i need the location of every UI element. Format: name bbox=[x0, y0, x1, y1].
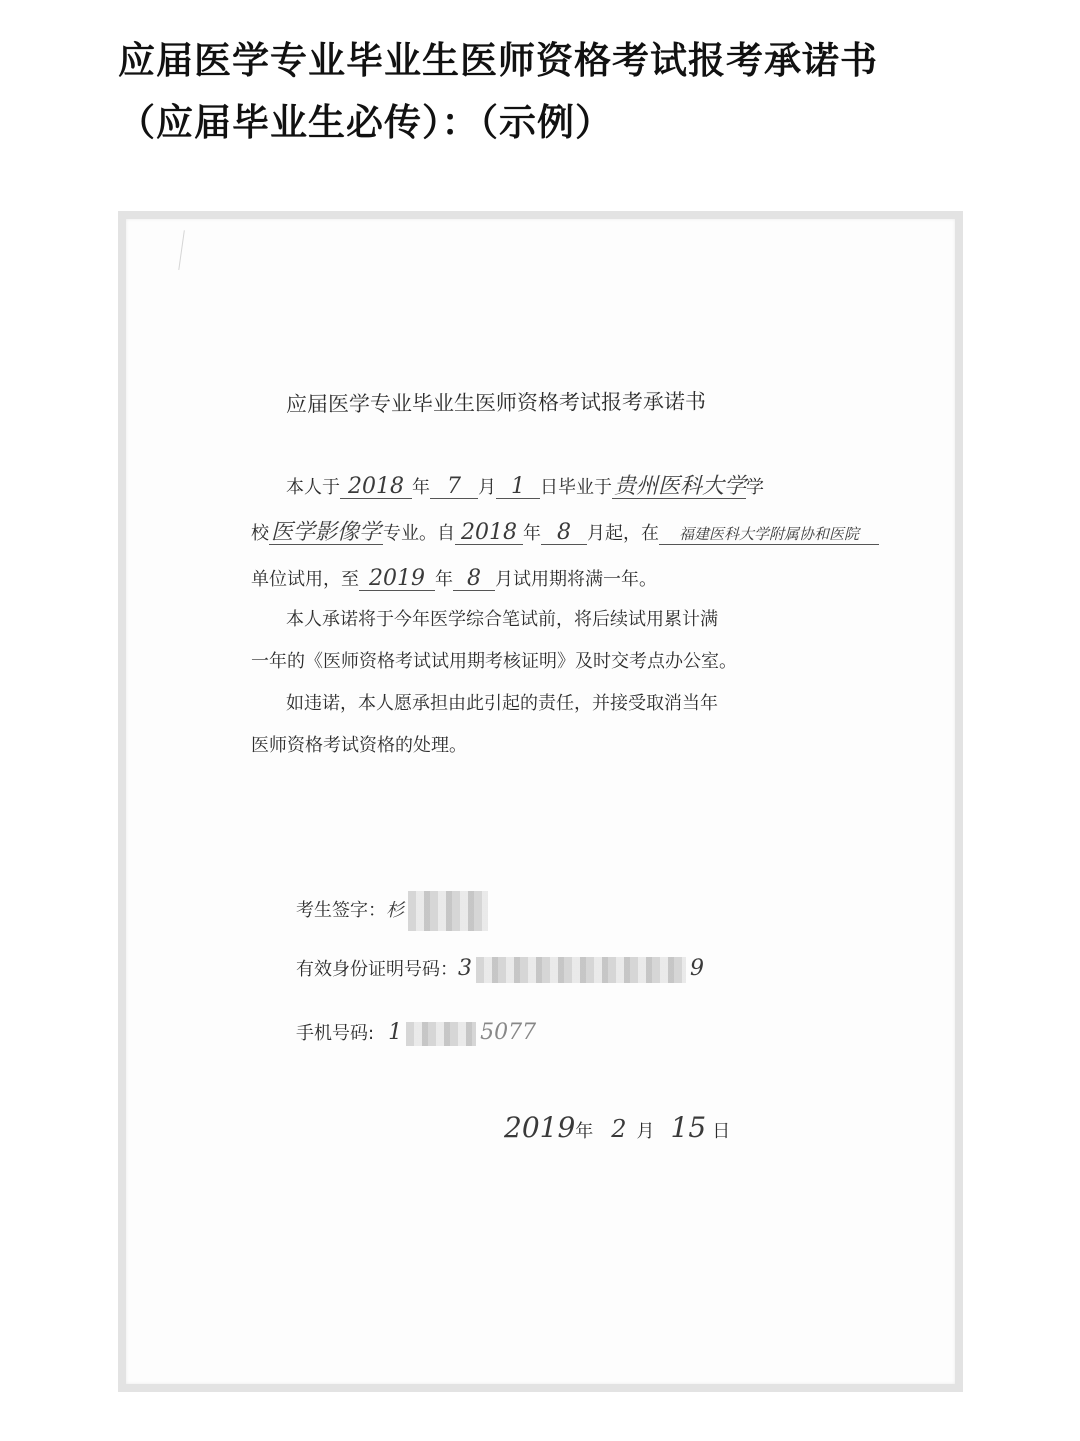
start-year-value: 2018 bbox=[461, 520, 517, 545]
major-label: 专业。自 bbox=[383, 523, 455, 544]
end-month-field bbox=[453, 566, 495, 591]
phone-row bbox=[296, 1019, 536, 1046]
hospital-field bbox=[659, 524, 879, 545]
signature-label: 考生签字： bbox=[296, 900, 386, 921]
commitment-letter bbox=[126, 219, 955, 1384]
date-day-label: 日 bbox=[712, 1121, 731, 1142]
date-day: 15 bbox=[670, 1111, 707, 1144]
para1-line3 bbox=[251, 565, 657, 591]
unit-label: 单位试用，至 bbox=[251, 569, 359, 590]
post-title-line1: 应届医学专业毕业生医师资格考试报考承诺书 bbox=[118, 39, 878, 82]
para2-line1: 本人承诺将于今年医学综合笔试前，将后续试用累计满 bbox=[286, 609, 718, 630]
para1-prefix: 本人于 bbox=[286, 477, 340, 498]
id-start: 3 bbox=[458, 956, 472, 981]
grad-day-value: 1 bbox=[511, 474, 525, 499]
date-month: 2 bbox=[611, 1115, 627, 1143]
id-end: 9 bbox=[690, 956, 704, 981]
date-year-label: 年 bbox=[575, 1121, 594, 1142]
phone-end: 5077 bbox=[480, 1020, 537, 1045]
phone-redaction bbox=[406, 1022, 476, 1046]
signature-partial: 杉 bbox=[386, 900, 404, 921]
id-redaction bbox=[476, 957, 686, 983]
para2-line2: 一年的《医师资格考试试用期考核证明》及时交考点办公室。 bbox=[251, 651, 737, 672]
post-title-line2: （应届毕业生必传）：（示例） bbox=[118, 101, 613, 144]
month-label: 月 bbox=[478, 477, 496, 498]
date-month-label: 月 bbox=[636, 1121, 655, 1142]
school-suffix: 学 bbox=[746, 477, 764, 498]
grad-month-field bbox=[430, 474, 478, 499]
id-label: 有效身份证明号码： bbox=[296, 959, 458, 980]
school-suffix-2: 校 bbox=[251, 523, 269, 544]
para1-line1 bbox=[286, 473, 764, 499]
year-label: 年 bbox=[412, 477, 430, 498]
grad-month-value: 7 bbox=[447, 474, 461, 499]
grad-day-field bbox=[496, 474, 540, 499]
end-year-value: 2019 bbox=[369, 566, 425, 591]
phone-start: 1 bbox=[388, 1020, 403, 1045]
start-month-value: 8 bbox=[557, 520, 571, 545]
hospital-value: 福建医科大学附属协和医院 bbox=[678, 525, 859, 543]
document-title: 应届医学专业毕业生医师资格考试报考承诺书 bbox=[285, 389, 707, 417]
school-value: 贵州医科大学 bbox=[614, 474, 747, 499]
start-month-label: 月起，在 bbox=[587, 523, 659, 544]
para1-line2 bbox=[251, 519, 879, 545]
end-year-field bbox=[359, 566, 435, 591]
scanned-paper bbox=[126, 219, 955, 1384]
graduated-from-label: 日毕业于 bbox=[540, 477, 612, 498]
start-year-label: 年 bbox=[523, 523, 541, 544]
end-month-value: 8 bbox=[467, 566, 481, 591]
end-suffix: 月试用期将满一年。 bbox=[495, 569, 657, 590]
major-value: 医学影像学 bbox=[271, 520, 382, 545]
phone-label: 手机号码: bbox=[296, 1023, 375, 1044]
date-row bbox=[504, 1111, 730, 1144]
grad-year-field bbox=[340, 474, 412, 499]
start-month-field bbox=[541, 520, 587, 545]
id-row bbox=[296, 955, 704, 983]
para3-line2: 医师资格考试资格的处理。 bbox=[251, 735, 467, 756]
para3-line1: 如违诺，本人愿承担由此引起的责任，并接受取消当年 bbox=[286, 693, 718, 714]
school-field bbox=[612, 474, 747, 499]
start-year-field bbox=[455, 520, 523, 545]
scanned-document-frame bbox=[118, 211, 963, 1392]
post-title bbox=[118, 30, 1018, 154]
signature-redaction bbox=[408, 891, 488, 931]
end-year-label: 年 bbox=[435, 569, 453, 590]
grad-year-value: 2018 bbox=[348, 474, 404, 499]
major-field bbox=[269, 520, 383, 545]
signature-row bbox=[296, 891, 488, 931]
date-year: 2019 bbox=[504, 1111, 576, 1144]
